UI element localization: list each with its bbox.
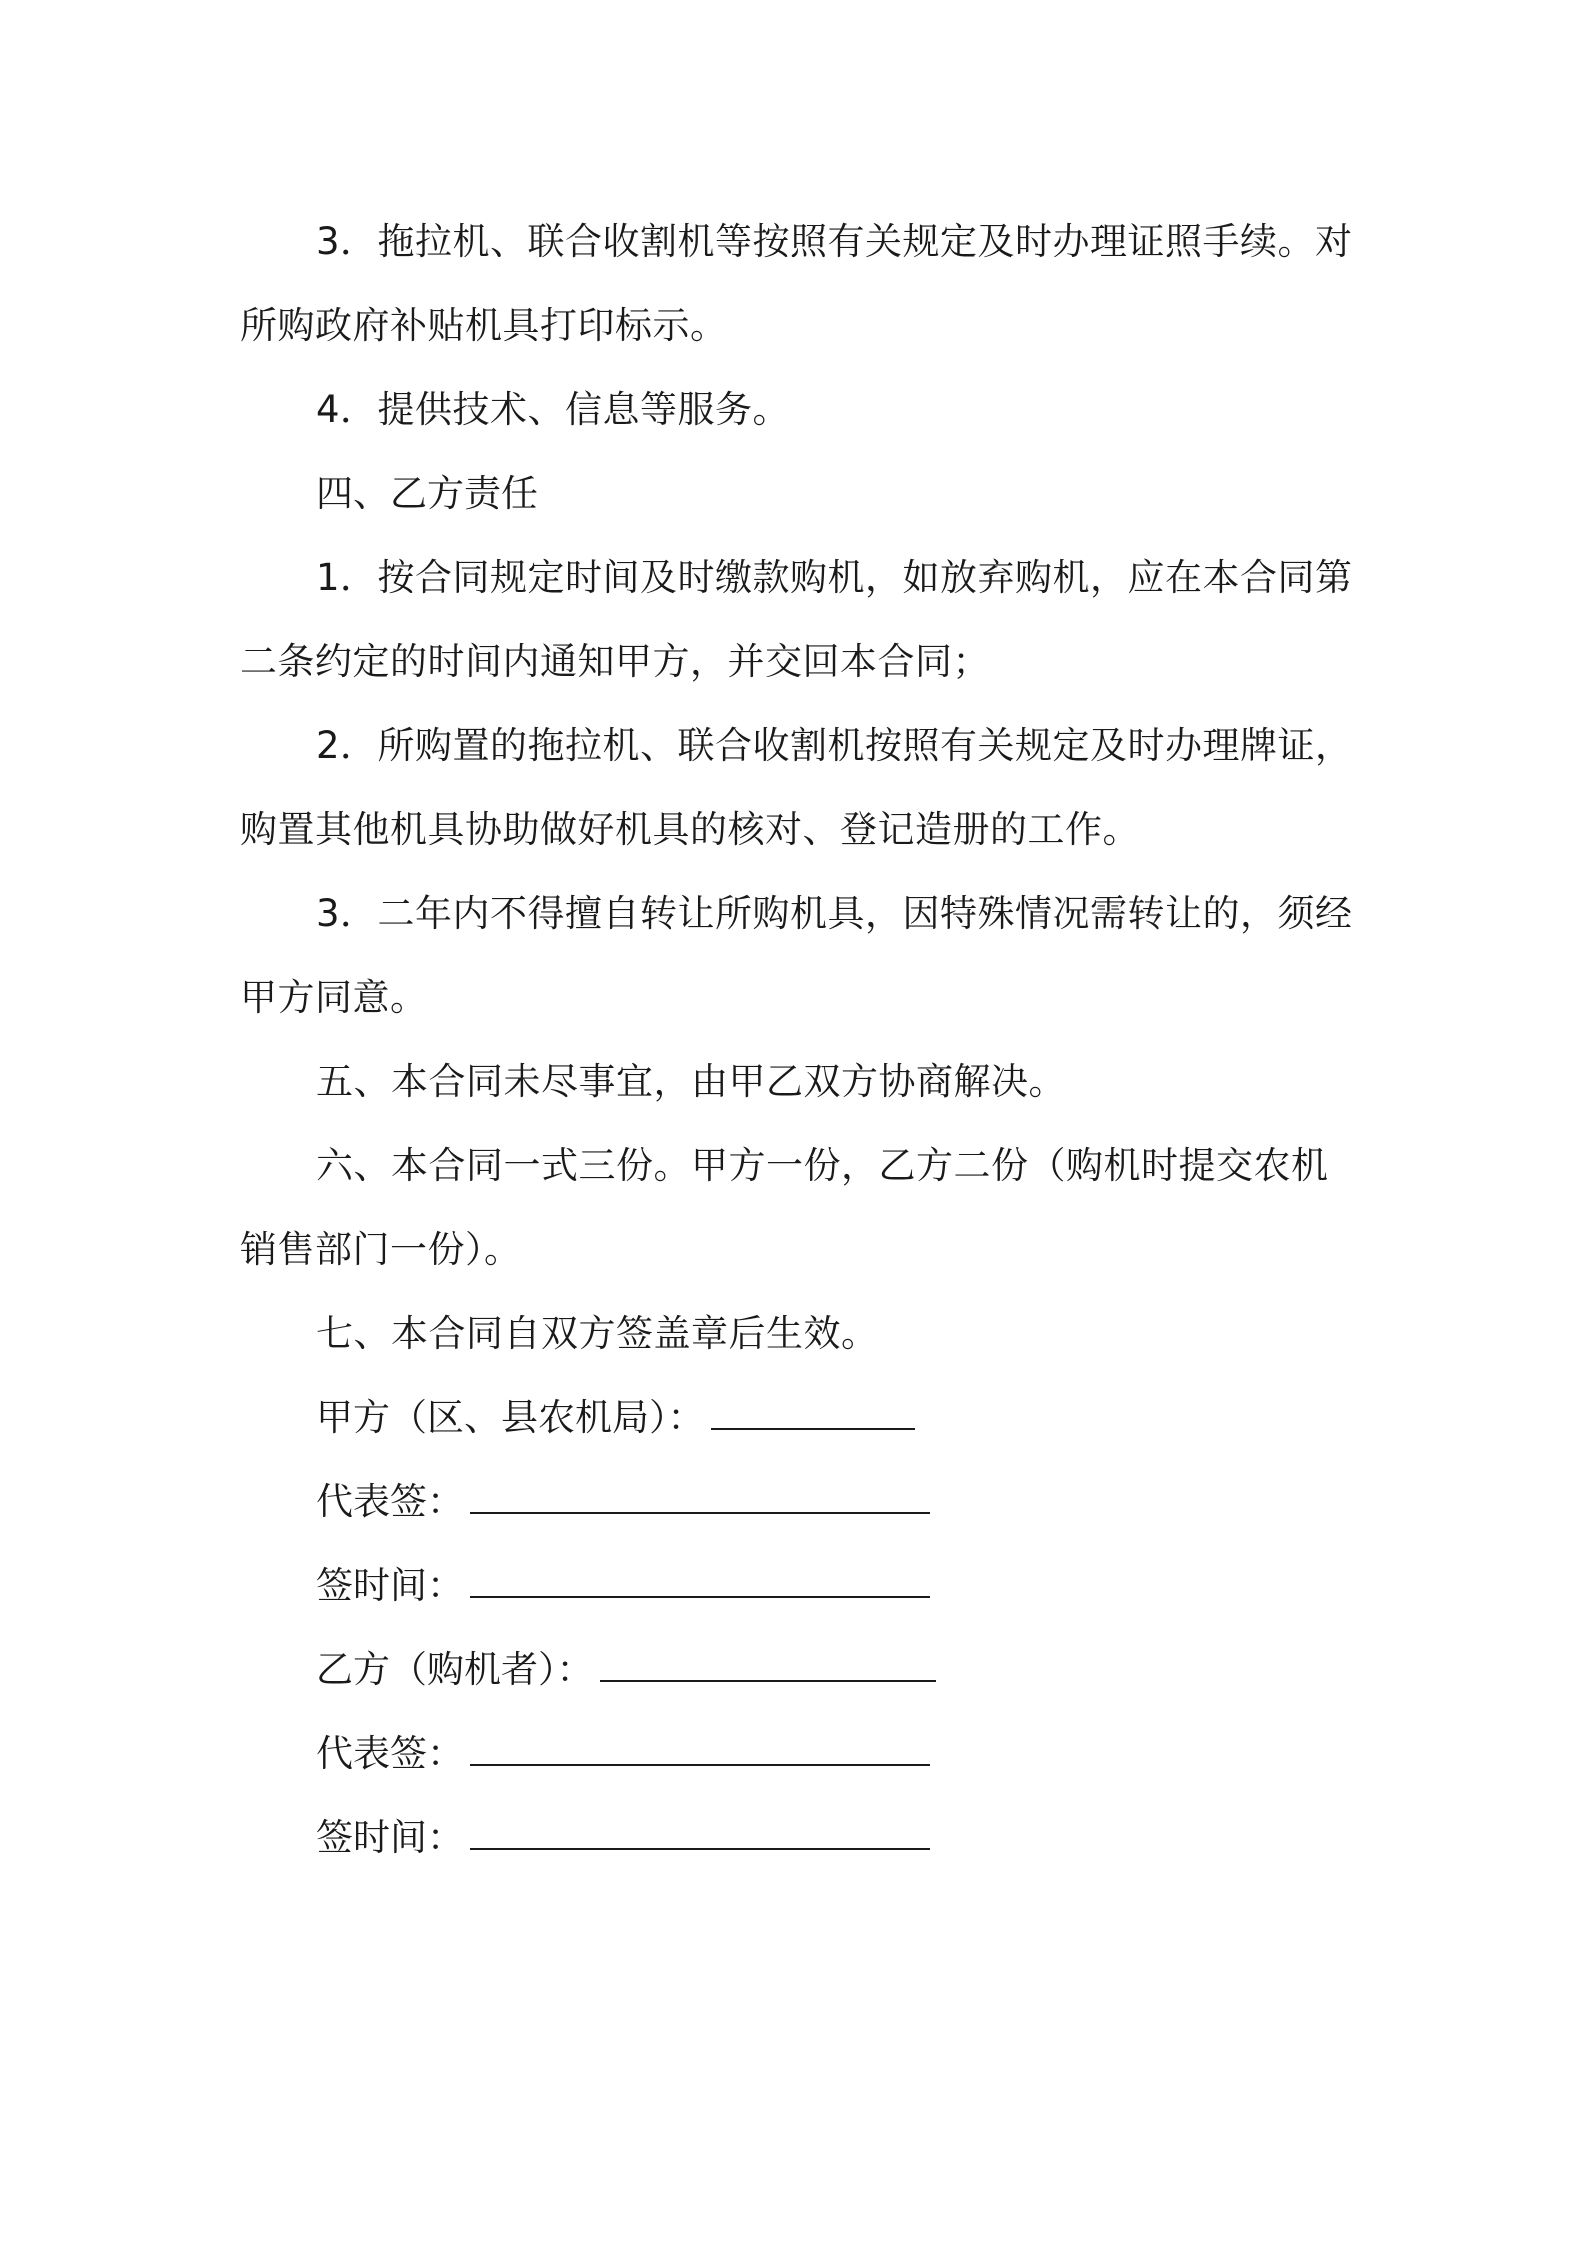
signature-party-a-time: [240, 1544, 1354, 1628]
signature-party-b-rep: [240, 1712, 1354, 1796]
signature-party-b: [240, 1628, 1354, 1712]
party-a-rep-label: 代表签：: [316, 1480, 464, 1523]
party-a-time-label: 签时间：: [316, 1564, 464, 1607]
party-b-rep-blank-line[interactable]: [470, 1736, 930, 1766]
party-b-time-label: 签时间：: [316, 1816, 464, 1859]
party-a-label: 甲方（区、县农机局）：: [316, 1396, 705, 1439]
party-b-rep-label: 代表签：: [316, 1732, 464, 1775]
signature-party-a: [240, 1376, 1354, 1460]
clause-b2-license: 2．所购置的拖拉机、联合收割机按照有关规定及时办理牌证，购置其他机具协助做好机具的核对、登记造册的工作。: [240, 724, 1353, 851]
clause-a3-registration: 3．拖拉机、联合收割机等按照有关规定及时办理证照手续。对所购政府补贴机具打印标示。: [240, 220, 1353, 347]
party-b-label: 乙方（购机者）：: [316, 1648, 594, 1691]
party-a-time-blank-line[interactable]: [470, 1568, 930, 1598]
clause-five-unresolved: 五、本合同未尽事宜，由甲乙双方协商解决。: [316, 1060, 1066, 1103]
party-a-blank-line[interactable]: [711, 1400, 915, 1430]
clause-a4-services: 4．提供技术、信息等服务。: [316, 388, 791, 431]
signature-party-a-rep: [240, 1460, 1354, 1544]
party-b-blank-line[interactable]: [600, 1652, 936, 1682]
party-b-time-blank-line[interactable]: [470, 1820, 930, 1850]
section-heading-party-b-duties: 四、乙方责任: [316, 472, 538, 515]
party-a-rep-blank-line[interactable]: [470, 1484, 930, 1514]
clause-seven-effective: 七、本合同自双方签盖章后生效。: [316, 1312, 879, 1355]
clause-b3-transfer: 3．二年内不得擅自转让所购机具，因特殊情况需转让的，须经甲方同意。: [240, 892, 1353, 1019]
clause-six-copies: 六、本合同一式三份。甲方一份，乙方二份（购机时提交农机销售部门一份）。: [240, 1144, 1329, 1271]
document-body: [240, 200, 1354, 1880]
clause-b1-payment: 1．按合同规定时间及时缴款购机，如放弃购机，应在本合同第二条约定的时间内通知甲方，并交回本合同；: [240, 556, 1353, 683]
signature-party-b-time: [240, 1796, 1354, 1880]
